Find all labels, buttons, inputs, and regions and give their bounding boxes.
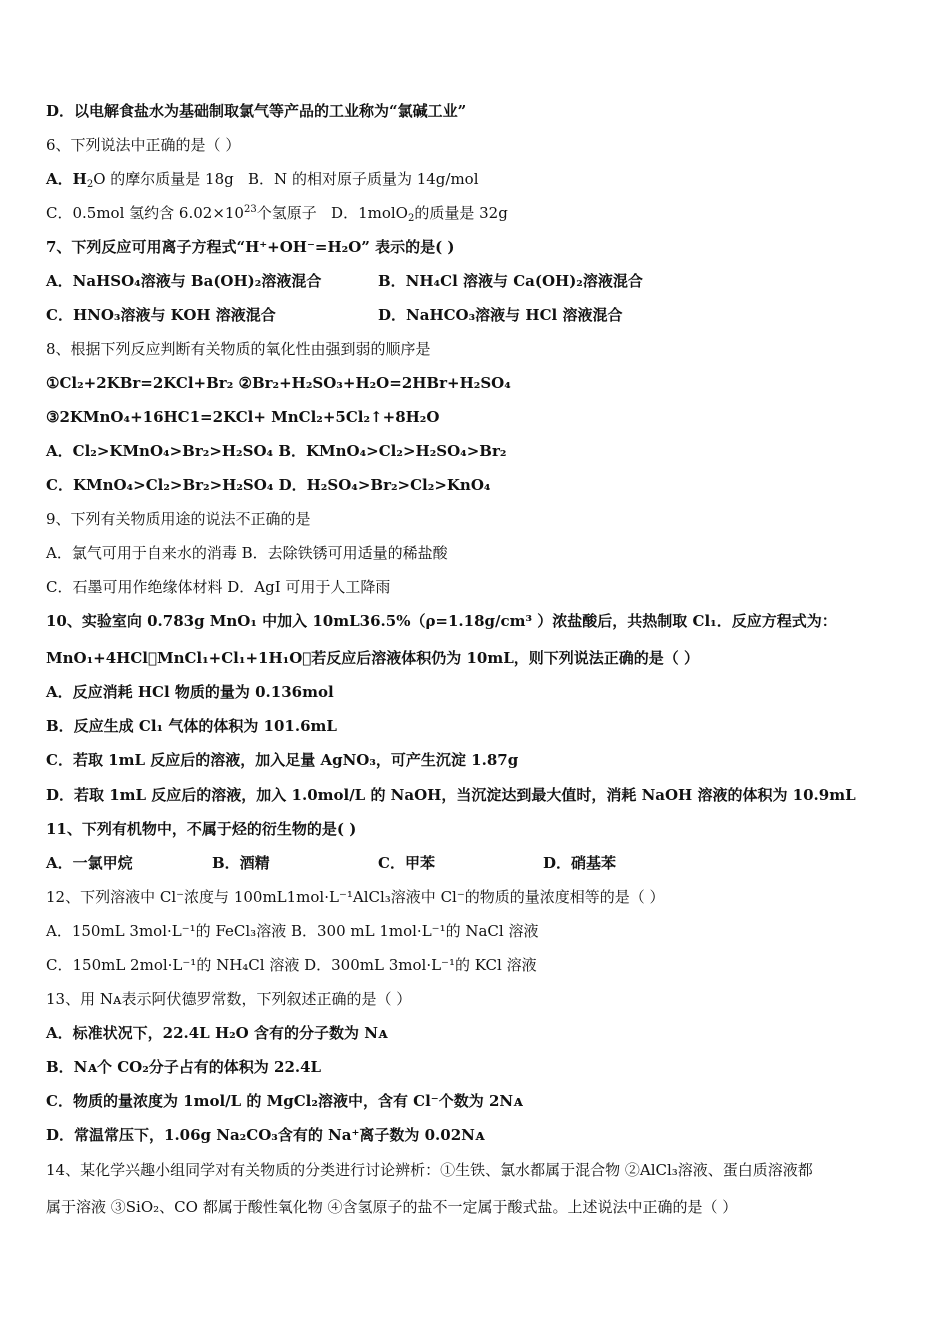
q5-option-d: D．以电解食盐水为基础制取氯气等产品的工业称为“氯碱工业”: [46, 102, 467, 120]
q9-options-cd: C．石墨可用作绝缘体材料 D．AgI 可用于人工降雨: [46, 578, 391, 596]
q7-option-a: A．NaHSO₄溶液与 Ba(OH)₂溶液混合: [46, 272, 322, 290]
q8-stem: 8、根据下列反应判断有关物质的氧化性由强到弱的顺序是: [46, 340, 431, 358]
q6-a-part2: O 的摩尔质量是 18g: [93, 170, 234, 188]
q6-options-ab: [46, 169, 479, 189]
q6-d-part1: D．1molO: [331, 204, 408, 222]
q10-option-d: D．若取 1mL 反应后的溶液，加入 1.0mol/L 的 NaOH，当沉淀达到最大值时，消耗 NaOH 溶液的体积为 10.9mL: [46, 786, 856, 804]
q11-option-c: C．甲苯: [378, 854, 435, 872]
q13-stem: 13、用 Nᴀ表示阿伏德罗常数，下列叙述正确的是（ ）: [46, 990, 412, 1008]
q10-equation: MnO₁+4HCl⃞MnCl₁+Cl₁+1H₁O，若反应后溶液体积仍为 10mL，则下列说法正确的是（ ）: [46, 649, 700, 667]
q6-a-sub: 2: [86, 179, 94, 190]
q8-reaction-1-2: ①Cl₂+2KBr=2KCl+Br₂ ②Br₂+H₂SO₃+H₂O=2HBr+H₂SO₄: [46, 374, 511, 392]
q9-options-ab: A．氯气可用于自来水的消毒 B．去除铁锈可用适量的稀盐酸: [46, 544, 448, 562]
q8-options-ab: A．Cl₂>KMnO₄>Br₂>H₂SO₄ B．KMnO₄>Cl₂>H₂SO₄>Br₂: [46, 442, 507, 460]
q13-option-d: D．常温常压下，1.06g Na₂CO₃含有的 Na⁺离子数为 0.02Nᴀ: [46, 1126, 485, 1144]
q8-options-cd: C．KMnO₄>Cl₂>Br₂>H₂SO₄ D．H₂SO₄>Br₂>Cl₂>KnO₄: [46, 476, 491, 494]
q6-d-sub: 2: [407, 213, 415, 224]
q13-option-a: A．标准状况下，22.4L H₂O 含有的分子数为 Nᴀ: [46, 1024, 388, 1042]
q11-option-b: B．酒精: [212, 854, 270, 872]
q14-stem-line2: 属于溶液 ③SiO₂、CO 都属于酸性氧化物 ④含氢原子的盐不一定属于酸式盐。上述说法中正确的是（ ）: [46, 1198, 738, 1216]
q10-stem: 10、实验室向 0.783g MnO₁ 中加入 10mL36.5%（ρ=1.18g/cm³ ）浓盐酸后，共热制取 Cl₁．反应方程式为：: [46, 612, 837, 630]
q6-stem: 6、下列说法中正确的是（ ）: [46, 136, 241, 154]
q6-c-sup: 23: [243, 204, 257, 215]
q12-options-ab: A．150mL 3mol·L⁻¹的 FeCl₃溶液 B．300 mL 1mol·L⁻¹的 NaCl 溶液: [46, 922, 539, 940]
q6-option-b: B．N 的相对原子质量为 14g/mol: [248, 170, 479, 188]
q6-c-part1: C．0.5mol 氢约含 6.02×10: [46, 204, 244, 222]
q8-reaction-3: ③2KMnO₄+16HC1=2KCl+ MnCl₂+5Cl₂↑+8H₂O: [46, 408, 440, 426]
q6-a-part1: A．H: [46, 170, 87, 188]
q7-option-c: C．HNO₃溶液与 KOH 溶液混合: [46, 306, 276, 324]
q10-option-a: A．反应消耗 HCl 物质的量为 0.136mol: [46, 683, 334, 701]
q12-stem: 12、下列溶液中 Cl⁻浓度与 100mL1mol·L⁻¹AlCl₃溶液中 Cl⁻的物质的量浓度相等的是（ ）: [46, 888, 665, 906]
q7-option-d: D．NaHCO₃溶液与 HCl 溶液混合: [378, 306, 623, 324]
q12-options-cd: C．150mL 2mol·L⁻¹的 NH₄Cl 溶液 D．300mL 3mol·L⁻¹的 KCl 溶液: [46, 956, 537, 974]
q10-option-b: B．反应生成 Cl₁ 气体的体积为 101.6mL: [46, 717, 337, 735]
q13-option-c: C．物质的量浓度为 1mol/L 的 MgCl₂溶液中，含有 Cl⁻个数为 2Nᴀ: [46, 1092, 523, 1110]
q7-stem: 7、下列反应可用离子方程式“H⁺+OH⁻=H₂O” 表示的是( ): [46, 238, 455, 256]
q6-c-part2: 个氢原子: [256, 204, 317, 222]
q11-stem: 11、下列有机物中，不属于烃的衍生物的是( ): [46, 820, 357, 838]
q6-options-cd: [46, 203, 508, 223]
q10-option-c: C．若取 1mL 反应后的溶液，加入足量 AgNO₃，可产生沉淀 1.87g: [46, 751, 519, 769]
q6-d-part2: 的质量是 32g: [414, 204, 508, 222]
q11-option-a: A．一氯甲烷: [46, 854, 133, 872]
q14-stem-line1: 14、某化学兴趣小组同学对有关物质的分类进行讨论辨析：①生铁、氯水都属于混合物 ②AlCl₃溶液、蛋白质溶液都: [46, 1161, 813, 1179]
q7-option-b: B．NH₄Cl 溶液与 Ca(OH)₂溶液混合: [378, 272, 643, 290]
q9-stem: 9、下列有关物质用途的说法不正确的是: [46, 510, 311, 528]
q11-option-d: D．硝基苯: [543, 854, 617, 872]
q13-option-b: B．Nᴀ个 CO₂分子占有的体积为 22.4L: [46, 1058, 322, 1076]
